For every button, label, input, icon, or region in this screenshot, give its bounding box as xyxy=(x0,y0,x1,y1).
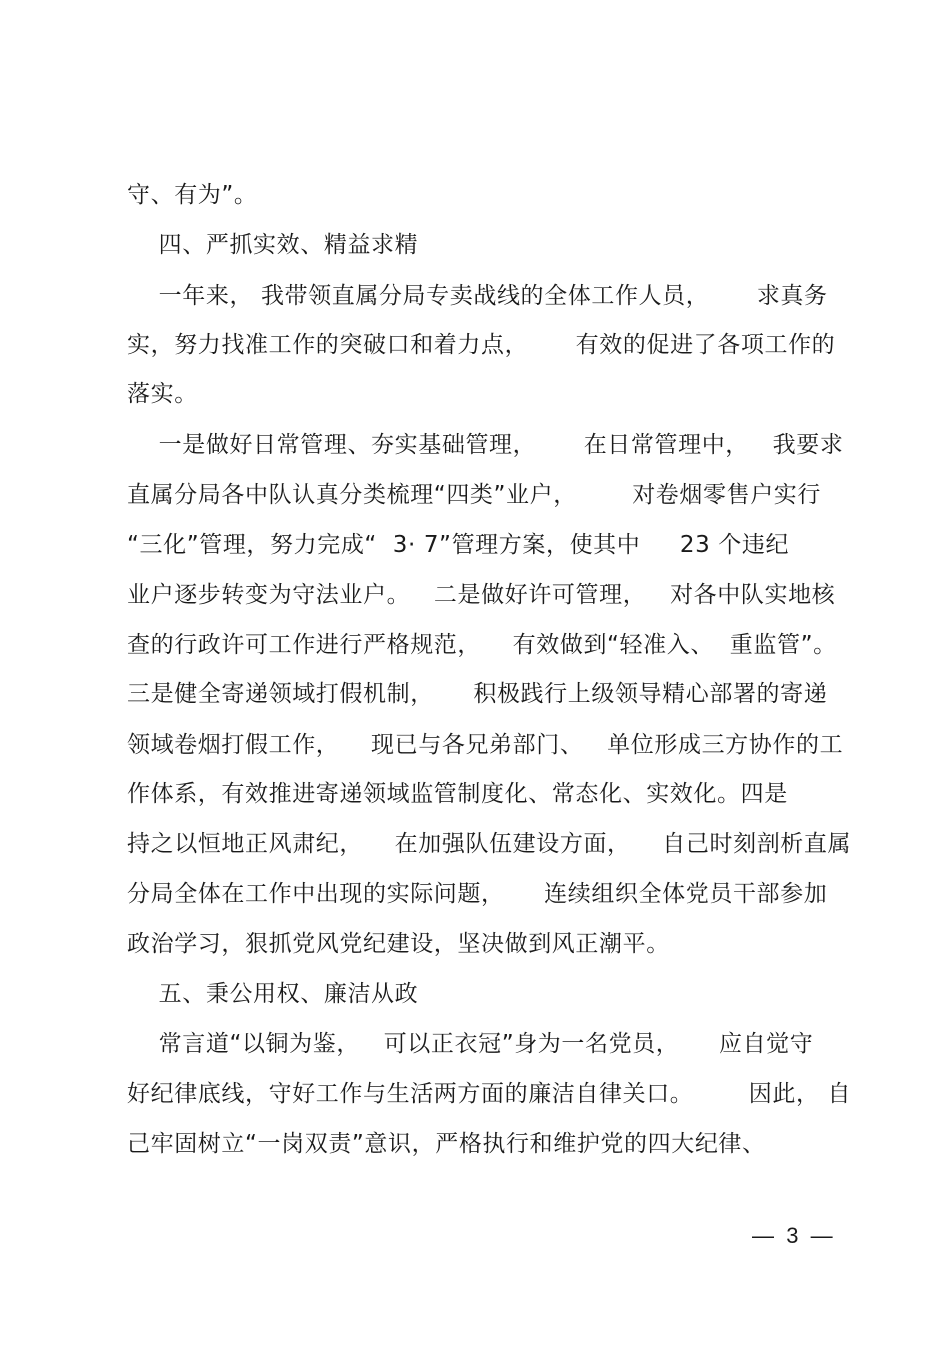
paragraph-line: 实，努力找准工作的突破口和着力点， 有效的促进了各项工作的 xyxy=(127,332,836,358)
paragraph-line: 好纪律底线，守好工作与生活两方面的廉洁自律关口。 因此， 自 xyxy=(127,1081,852,1107)
section-heading: 四、严抓实效、精益求精 xyxy=(127,232,419,258)
paragraph-line: 作体系，有效推进寄递领域监管制度化、常态化、实效化。四是 xyxy=(127,781,788,807)
paragraph-line: 政治学习，狠抓党风党纪建设，坚决做到风正潮平。 xyxy=(127,931,670,957)
section-heading: 五、秉公用权、廉洁从政 xyxy=(127,981,419,1007)
paragraph-line: 分局全体在工作中出现的实际问题， 连续组织全体党员干部参加 xyxy=(127,881,828,907)
paragraph-line: 一是做好日常管理、夯实基础管理， 在日常管理中， 我要求 xyxy=(127,432,844,458)
paragraph-line: 业户逐步转变为守法业户。 二是做好许可管理， 对各中队实地核 xyxy=(127,582,836,608)
page-number: — 3 — xyxy=(752,1223,833,1248)
paragraph-line: 己牢固树立“一岗双责”意识，严格执行和维护党的四大纪律、 xyxy=(127,1131,766,1157)
paragraph-line: 三是健全寄递领域打假机制， 积极践行上级领导精心部署的寄递 xyxy=(127,681,828,707)
paragraph-line: 落实。 xyxy=(127,381,198,407)
paragraph-line: 一年来， 我带领直属分局专卖战线的全体工作人员， 求真务 xyxy=(127,283,828,309)
paragraph-line: 常言道“以铜为鉴， 可以正衣冠”身为一名党员， 应自觉守 xyxy=(127,1031,814,1057)
paragraph-line: 持之以恒地正风肃纪， 在加强队伍建设方面， 自己时刻剖析直属 xyxy=(127,831,852,857)
paragraph-line: 查的行政许可工作进行严格规范， 有效做到“轻准入、 重监管”。 xyxy=(127,632,837,658)
paragraph-line: 领域卷烟打假工作， 现已与各兄弟部门、 单位形成三方协作的工 xyxy=(127,732,844,758)
paragraph-line: “三化”管理，努力完成“ 3· 7”管理方案，使其中 23 个违纪 xyxy=(127,532,790,558)
paragraph-line: 直属分局各中队认真分类梳理“四类”业户， 对卷烟零售户实行 xyxy=(127,482,822,508)
paragraph-line: 守、有为”。 xyxy=(127,182,258,208)
